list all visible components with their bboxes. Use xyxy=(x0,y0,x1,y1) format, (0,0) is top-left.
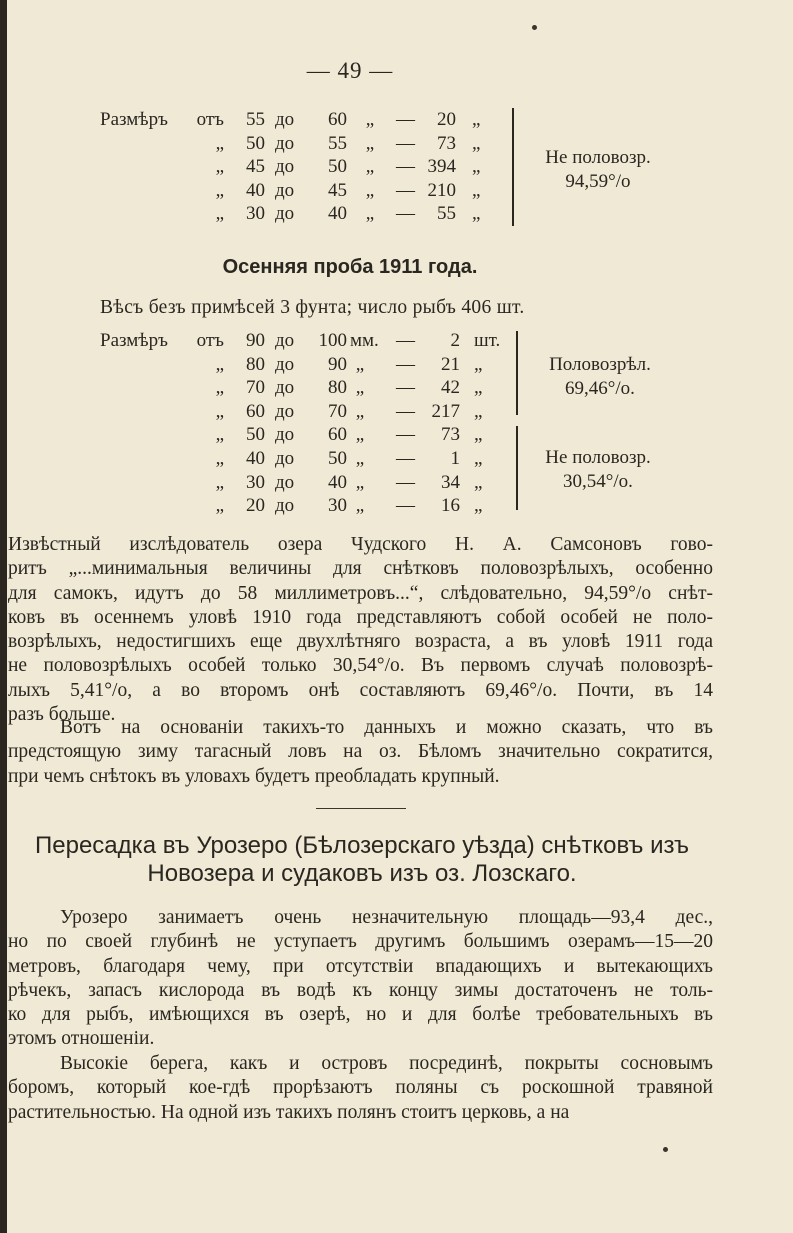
cell-u: „ xyxy=(474,471,483,493)
cell-n: 73 xyxy=(441,424,460,446)
text-line: Вотъ на основаніи такихъ-то данныхъ и можно сказать, что въ xyxy=(60,717,713,738)
table-row xyxy=(100,423,510,447)
cell-dash: — xyxy=(396,179,415,201)
cell-from: „ xyxy=(215,203,224,225)
cell-n: 16 xyxy=(441,495,460,517)
cell-from: „ xyxy=(215,447,224,469)
cell-from: „ xyxy=(215,132,224,154)
cell-b: 40 xyxy=(328,203,347,225)
text-line: ритъ „...минимальныя величины для снѣтковъ половозрѣлыхъ, особенно xyxy=(8,558,713,580)
page-binding-edge xyxy=(0,0,7,1233)
table-row xyxy=(100,471,510,495)
cell-dash: — xyxy=(396,471,415,493)
cell-dash: — xyxy=(396,156,415,178)
text-line: ко для рыбъ, имѣющихся въ озерѣ, но и для болѣе требовательныхъ въ xyxy=(8,1004,713,1026)
cell-a: 90 xyxy=(246,330,265,351)
cell-u: „ xyxy=(472,132,481,154)
text-line: метровъ, благодаря чему, при отсутствіи впадающихъ и вытекающихъ xyxy=(8,955,713,977)
text-line: этомъ отношеніи. xyxy=(8,1028,155,1050)
cell-a: 70 xyxy=(246,377,265,399)
table-row xyxy=(100,132,500,156)
table2-immature-note xyxy=(528,446,668,494)
cell-to: до xyxy=(275,109,295,130)
cell-q: мм. xyxy=(350,330,379,351)
cell-q: „ xyxy=(355,377,365,399)
cell-u: „ xyxy=(474,424,483,446)
cell-to: до xyxy=(275,330,295,351)
cell-a: 30 xyxy=(246,203,265,225)
cell-n: 55 xyxy=(437,203,456,225)
cell-u: „ xyxy=(474,353,483,375)
section-divider xyxy=(316,808,406,809)
cell-q: „ xyxy=(365,179,375,201)
ink-speck xyxy=(532,25,537,30)
text-line: возрѣлыхъ, недостигшихъ еще двухлѣтняго возраста, а въ уловѣ 1911 года xyxy=(8,631,713,653)
table2-mature-bracket xyxy=(516,331,518,415)
cell-u: „ xyxy=(474,377,483,399)
cell-q: „ xyxy=(365,109,375,130)
immature-percent: 30,54°/o. xyxy=(563,471,633,492)
cell-dash: — xyxy=(396,447,415,469)
table-row xyxy=(100,329,510,353)
cell-n: 394 xyxy=(427,156,456,178)
cell-b: 45 xyxy=(328,179,347,201)
paragraph-forecast xyxy=(8,716,713,789)
cell-b: 60 xyxy=(328,424,347,446)
cell-b: 50 xyxy=(328,156,347,178)
cell-b: 90 xyxy=(328,353,347,375)
text-line: разъ больше. xyxy=(8,704,116,726)
cell-to: до xyxy=(275,471,295,493)
text-line: не половозрѣлыхъ особей только 30,54°/o. Въ первомъ случаѣ половозрѣ- xyxy=(8,655,713,677)
paragraph-samsonov xyxy=(8,533,713,727)
cell-b: 60 xyxy=(328,109,347,130)
immature-label: Не половозр. xyxy=(545,447,651,468)
paragraph-urozero xyxy=(8,906,713,1052)
table-row xyxy=(100,202,500,226)
text-line: боромъ, который кое-гдѣ прорѣзаютъ поляны съ роскошной травяной xyxy=(8,1077,713,1099)
cell-from: „ xyxy=(215,400,224,422)
text-line: лыхъ 5,41°/o, а во второмъ онѣ составляютъ 69,46°/o. Почти, въ 14 xyxy=(8,679,713,701)
cell-u: „ xyxy=(472,109,481,130)
cell-n: 42 xyxy=(441,377,460,399)
cell-q: „ xyxy=(365,203,375,225)
cell-to: до xyxy=(275,203,295,225)
section-heading-line2: Новозера и судаковъ изъ оз. Лозскаго. xyxy=(147,860,577,887)
cell-from: „ xyxy=(215,156,224,178)
table1-note-label: Не половозр. xyxy=(545,147,651,168)
cell-a: 20 xyxy=(246,495,265,517)
cell-q: „ xyxy=(355,471,365,493)
cell-a: 50 xyxy=(246,132,265,154)
cell-a: 60 xyxy=(246,400,265,422)
cell-a: 80 xyxy=(246,353,265,375)
section-heading xyxy=(0,832,724,888)
text-line: предстоящую зиму тагасный ловъ на оз. Бѣломъ значительно сократится, xyxy=(8,741,713,763)
cell-dash: — xyxy=(396,109,415,130)
cell-from: „ xyxy=(215,179,224,201)
table1-note-percent: 94,59°/o xyxy=(565,171,631,192)
cell-q: „ xyxy=(355,353,365,375)
size-table-1911 xyxy=(100,329,510,518)
table1-immature-note xyxy=(528,146,668,194)
cell-a: 50 xyxy=(246,424,265,446)
section-heading-line1: Пересадка въ Урозеро (Бѣлозерскаго уѣзда) снѣтковъ изъ xyxy=(35,832,689,859)
cell-n: 217 xyxy=(431,400,460,422)
cell-dash: — xyxy=(396,495,415,517)
cell-to: до xyxy=(275,353,295,375)
cell-from: отъ xyxy=(196,109,224,130)
cell-q: „ xyxy=(365,156,375,178)
table-row xyxy=(100,447,510,471)
page-number: — 49 — xyxy=(306,58,394,83)
cell-q: „ xyxy=(355,495,365,517)
cell-b: 40 xyxy=(328,471,347,493)
cell-from: „ xyxy=(215,424,224,446)
text-line: Высокіе берега, какъ и островъ посрединѣ, покрыты сосновымъ xyxy=(60,1053,713,1074)
table2-immature-bracket xyxy=(516,426,518,510)
cell-n: 2 xyxy=(450,330,460,351)
ink-speck xyxy=(663,1147,668,1152)
text-line: при чемъ снѣтокъ въ уловахъ будетъ преобладать крупный. xyxy=(8,765,500,787)
cell-a: 55 xyxy=(246,109,265,130)
cell-b: 80 xyxy=(328,377,347,399)
cell-a: 45 xyxy=(246,156,265,178)
table-row xyxy=(100,494,510,518)
cell-a: 30 xyxy=(246,471,265,493)
cell-q: „ xyxy=(365,132,375,154)
cell-n: 73 xyxy=(437,132,456,154)
cell-dash: — xyxy=(396,377,415,399)
cell-from: „ xyxy=(215,377,224,399)
cell-to: до xyxy=(275,132,295,154)
cell-from: „ xyxy=(215,495,224,517)
cell-size: Размѣръ xyxy=(100,109,168,130)
autumn-sample-heading: Осенняя проба 1911 года. xyxy=(222,256,478,278)
cell-dash: — xyxy=(396,400,415,422)
table1-bracket xyxy=(512,108,514,226)
size-table-1910 xyxy=(100,108,500,226)
cell-to: до xyxy=(275,447,295,469)
weight-line: Вѣсъ безъ примѣсей 3 фунта; число рыбъ 406 шт. xyxy=(100,297,525,318)
table-row xyxy=(100,179,500,203)
table-row xyxy=(100,400,510,424)
text-line: Извѣстный изслѣдователь озера Чудского Н. А. Самсоновъ гово- xyxy=(8,534,713,555)
cell-to: до xyxy=(275,377,295,399)
cell-u: „ xyxy=(474,495,483,517)
cell-q: „ xyxy=(355,400,365,422)
cell-size: Размѣръ xyxy=(100,330,168,351)
cell-n: 21 xyxy=(441,353,460,375)
cell-to: до xyxy=(275,495,295,517)
text-line: ковъ въ осеннемъ уловѣ 1910 года представляютъ собой особей не поло- xyxy=(8,606,713,628)
cell-b: 100 xyxy=(318,330,347,351)
cell-dash: — xyxy=(396,353,415,375)
cell-from: отъ xyxy=(196,330,224,351)
cell-b: 30 xyxy=(328,495,347,517)
text-line: Урозеро занимаетъ очень незначительную площадь—93,4 дес., xyxy=(60,907,713,928)
table2-mature-note xyxy=(530,353,670,401)
cell-q: „ xyxy=(355,447,365,469)
cell-dash: — xyxy=(396,203,415,225)
cell-b: 70 xyxy=(328,400,347,422)
cell-from: „ xyxy=(215,471,224,493)
cell-n: 210 xyxy=(427,179,456,201)
text-line: для самокъ, идутъ до 58 миллиметровъ...“, слѣдовательно, 94,59°/o снѣт- xyxy=(8,582,713,604)
cell-u: „ xyxy=(472,203,481,225)
text-line: но по своей глубинѣ не уступаетъ другимъ большимъ озерамъ—15—20 xyxy=(8,931,713,953)
table-row xyxy=(100,353,510,377)
cell-u: шт. xyxy=(474,330,501,351)
cell-to: до xyxy=(275,424,295,446)
mature-label: Половозрѣл. xyxy=(549,354,651,375)
text-line: растительностью. На одной изъ такихъ полянъ стоитъ церковь, а на xyxy=(8,1101,570,1123)
cell-to: до xyxy=(275,179,295,201)
cell-to: до xyxy=(275,400,295,422)
cell-q: „ xyxy=(355,424,365,446)
cell-n: 20 xyxy=(437,109,456,130)
cell-to: до xyxy=(275,156,295,178)
cell-dash: — xyxy=(396,424,415,446)
cell-a: 40 xyxy=(246,179,265,201)
text-line: рѣчекъ, запасъ кислорода въ водѣ къ концу зимы достаточенъ не толь- xyxy=(8,979,713,1001)
cell-u: „ xyxy=(474,447,483,469)
table-row xyxy=(100,155,500,179)
cell-u: „ xyxy=(472,179,481,201)
cell-n: 1 xyxy=(450,447,460,469)
cell-a: 40 xyxy=(246,447,265,469)
paragraph-shores xyxy=(8,1052,713,1125)
cell-dash: — xyxy=(396,132,415,154)
mature-percent: 69,46°/o. xyxy=(565,378,635,399)
table-row xyxy=(100,376,510,400)
cell-n: 34 xyxy=(441,471,460,493)
cell-u: „ xyxy=(474,400,483,422)
cell-u: „ xyxy=(472,156,481,178)
table-row xyxy=(100,108,500,132)
cell-dash: — xyxy=(396,330,415,351)
cell-b: 50 xyxy=(328,447,347,469)
cell-from: „ xyxy=(215,353,224,375)
cell-b: 55 xyxy=(328,132,347,154)
